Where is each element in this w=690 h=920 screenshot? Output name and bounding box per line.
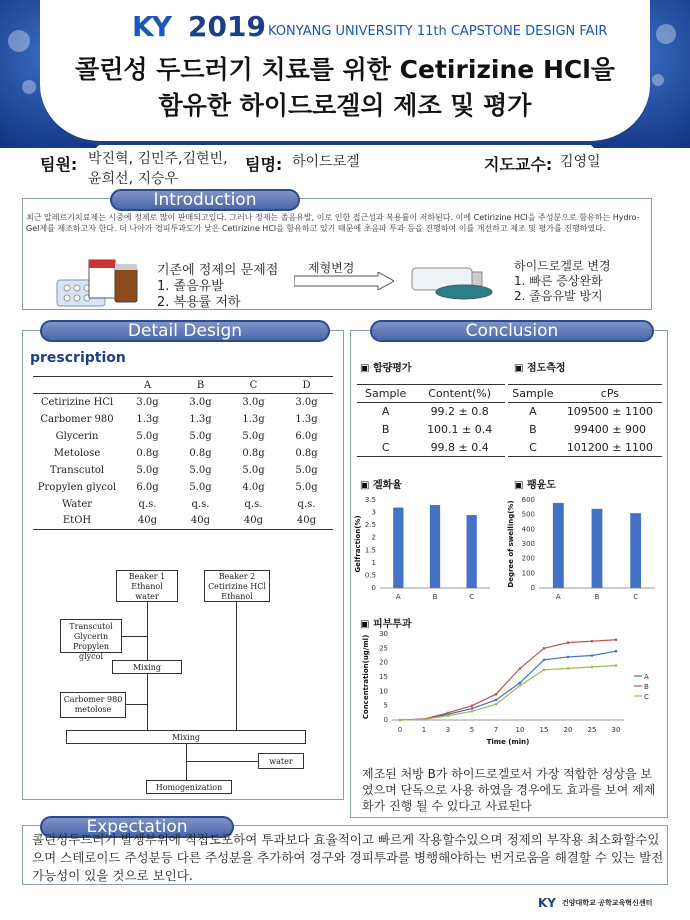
cell: 5.0g	[189, 430, 212, 442]
data-point	[543, 647, 546, 650]
problem-item-2: 2. 복용률 저하	[157, 295, 241, 310]
column-header: C	[227, 377, 280, 394]
x-tick-label: 25	[587, 726, 597, 734]
flow-text: metolose	[74, 705, 112, 714]
legend-label: B	[644, 683, 649, 691]
data-point	[519, 667, 522, 670]
data-point	[615, 650, 618, 653]
introduction-text: 최근 알레르기치료제는 시중에 정제로 많이 판매되고있다. 그러나 정제는 졸음유발, 이로 인한 접근성과 복용률이 저하된다. 이에 Cetirizine HCl을 주성분으로 함유하는 Hydro-Gel제를 제조하고자 한다. 더 나아가 경피투과도가 낮은 Cetirizine HCl을 함유하고 있기 때문에 초음파 투과 등을 진행하여 이를 개선하고 제조 및 평가를 진행하였다.	[26, 213, 640, 233]
y-tick-label: 25	[379, 644, 388, 653]
cell: 1.3g	[136, 413, 159, 425]
y-tick-label: 600	[521, 496, 535, 504]
table-row	[33, 479, 333, 496]
cell: Glycerin	[55, 430, 99, 442]
table-row	[33, 411, 333, 428]
cell: 6.0g	[295, 430, 318, 442]
cell: 5.0g	[242, 464, 265, 476]
cell: 4.0g	[242, 481, 265, 493]
y-axis-label: Degree of swelling(%)	[507, 500, 515, 588]
data-point	[615, 664, 618, 667]
y-axis-label: Concentration(ug/ml)	[362, 634, 370, 720]
flow-text: Transcutol	[69, 622, 113, 631]
x-tick-label: 10	[515, 726, 525, 734]
series-line-A	[400, 651, 616, 720]
flow-connector	[122, 636, 147, 637]
data-point	[567, 656, 570, 659]
footer-text: 건양대학교 공학교육혁신센터	[562, 899, 653, 907]
y-tick-label: 10	[379, 687, 388, 696]
table-row	[508, 403, 662, 421]
solution-item-2: 2. 졸음유발 방지	[514, 289, 603, 303]
water-box: water	[258, 753, 304, 769]
y-tick-label: 3.5	[364, 496, 376, 504]
series-line-C	[400, 666, 616, 720]
data-point	[423, 718, 426, 721]
cell: q.s.	[244, 498, 263, 510]
problem-item-1: 1. 졸음유발	[157, 279, 224, 294]
y-tick-label: 20	[379, 658, 388, 667]
table-row	[357, 421, 505, 439]
gelation-heading: ▣ 겔화율	[360, 480, 402, 491]
data-point	[495, 693, 498, 696]
conclusion-summary: 제조된 처방 B가 하이드로겔로서 가장 적합한 성상을 보였으며 단독으로 사용 하였을 경우에도 효과를 보여 제제화가 진행 될 수 있다고 사료된다	[362, 767, 656, 813]
viscosity-table	[508, 384, 662, 457]
viscosity-title: 점도측정	[526, 363, 566, 374]
data-point	[567, 667, 570, 670]
legend-label: C	[644, 693, 649, 701]
cell: 5.0g	[136, 464, 159, 476]
cell: 0.8g	[189, 447, 212, 459]
cell: 40g	[121, 513, 174, 530]
x-tick-label: 5	[469, 726, 475, 734]
permeation-line-chart	[358, 628, 658, 752]
x-tick-label: 0	[397, 726, 403, 734]
x-tick-label: 7	[493, 726, 499, 734]
x-tick-label: C	[633, 593, 639, 601]
column-header: Sample	[508, 385, 558, 403]
cell: 100.1 ± 0.4	[427, 423, 493, 436]
data-point	[543, 659, 546, 662]
advisor-label: 지도교수:	[484, 155, 553, 174]
cell: 1.3g	[242, 413, 265, 425]
cell: Cetirizine HCl	[40, 396, 114, 408]
team-name-label: 팀명:	[245, 155, 283, 174]
x-tick-label: 30	[611, 726, 621, 734]
prescription-subtitle: prescription	[30, 350, 126, 366]
additives1-box	[60, 619, 122, 661]
bar	[430, 505, 440, 588]
series-line-B	[400, 640, 616, 720]
content-heading: ▣ 함량평가	[360, 363, 412, 374]
introduction-title: Introduction	[110, 189, 300, 211]
cell: 99400 ± 900	[573, 423, 647, 436]
y-tick-label: 1	[371, 558, 376, 567]
content-title: 함량평가	[372, 363, 412, 374]
cell: 1.3g	[189, 413, 212, 425]
poster-title-line1: 콜린성 두드러기 치료를 위한 Cetirizine HCl을	[75, 55, 615, 84]
flow-connector	[147, 602, 148, 660]
table-row	[33, 428, 333, 445]
cell: Water	[61, 498, 93, 510]
cell: C	[508, 439, 558, 457]
flow-connector	[147, 674, 148, 730]
x-tick-label: B	[432, 593, 438, 601]
beaker2-box	[204, 570, 270, 602]
cell: 101200 ± 1100	[558, 439, 662, 457]
column-header: D	[280, 377, 333, 394]
mixing2-box: Mixing	[66, 730, 306, 744]
cell: 3.0g	[136, 396, 159, 408]
content-table	[357, 384, 505, 457]
cell: EtOH	[33, 513, 121, 530]
flow-text: Ethanol	[131, 582, 163, 591]
data-point	[591, 640, 594, 643]
y-axis-label: Gelfraction(%)	[354, 515, 362, 573]
y-tick-label: 400	[521, 525, 535, 534]
right-arrow-icon	[294, 272, 394, 290]
flow-connector	[186, 744, 187, 780]
cell: 5.0g	[295, 464, 318, 476]
expectation-title: Expectation	[40, 816, 234, 838]
cell: A	[381, 405, 390, 419]
data-point	[567, 641, 570, 644]
bubble-decoration	[656, 24, 676, 44]
table-header-row	[357, 385, 505, 403]
cell: q.s.	[297, 498, 316, 510]
y-tick-label: 2	[371, 533, 376, 542]
x-tick-label: 15	[539, 726, 549, 734]
cell: Carbomer 980	[40, 413, 114, 425]
year-label: 2019	[188, 10, 266, 43]
data-point	[591, 666, 594, 669]
homogenization-box: Homogenization	[146, 780, 232, 794]
x-tick-label: 20	[563, 726, 573, 734]
data-point	[447, 712, 450, 715]
solution-title: 하이드로겔로 변경	[514, 259, 611, 273]
gelation-title: 겔화율	[372, 480, 402, 491]
arrow-label: 제형변경	[308, 261, 355, 275]
cell: 40g	[280, 513, 333, 530]
data-point	[399, 719, 402, 722]
cell: 5.0g	[189, 481, 212, 493]
data-point	[471, 710, 474, 713]
y-tick-label: 100	[521, 569, 535, 578]
column-header: B	[174, 377, 227, 394]
table-row	[508, 421, 662, 439]
members-line1: 박진혁, 김민주,김현빈,	[88, 151, 228, 167]
data-point	[519, 681, 522, 684]
additives2-box	[60, 692, 126, 718]
cell: 99.8 ± 0.4	[414, 439, 505, 457]
x-tick-label: B	[594, 593, 600, 601]
cell: 109500 ± 1100	[566, 405, 654, 419]
table-row	[33, 462, 333, 479]
legend-label: A	[644, 673, 649, 681]
problem-title: 기존에 정제의 문제점	[157, 263, 279, 278]
flow-connector	[186, 761, 258, 762]
y-tick-label: 0.5	[364, 571, 376, 580]
table-row	[33, 513, 333, 530]
table-header-row	[33, 377, 333, 394]
table-row	[508, 439, 662, 457]
data-point	[519, 684, 522, 687]
bar	[467, 515, 477, 588]
column-header	[33, 377, 121, 394]
flow-text: Cetirizine HCl	[208, 582, 266, 591]
cell: 40g	[227, 513, 280, 530]
mixing1-box: Mixing	[112, 660, 182, 674]
column-header: A	[121, 377, 174, 394]
members-line2: 윤희선, 지승우	[88, 171, 179, 187]
y-tick-label: 500	[521, 510, 535, 519]
team-name: 하이드로겔	[292, 154, 360, 170]
data-point	[471, 707, 474, 710]
bar	[393, 508, 403, 588]
bubble-decoration	[8, 30, 30, 52]
cell: 3.0g	[295, 396, 318, 408]
flow-text: Beaker 1	[128, 572, 166, 581]
y-tick-label: 3	[371, 508, 376, 517]
x-tick-label: A	[395, 593, 401, 601]
cell: 5.0g	[295, 481, 318, 493]
y-tick-label: 5	[383, 701, 388, 710]
members-label: 팀원:	[40, 155, 78, 174]
cell: Transcutol	[49, 464, 105, 476]
flow-connector	[126, 704, 147, 705]
cell: 5.0g	[136, 430, 159, 442]
cell: C	[357, 439, 414, 457]
bar	[553, 503, 564, 588]
x-tick-label: 3	[445, 726, 451, 734]
y-tick-label: 30	[379, 630, 388, 638]
x-axis-label: Time (min)	[486, 738, 530, 746]
y-tick-label: 0	[371, 584, 376, 592]
cell: 5.0g	[189, 464, 212, 476]
cell: 1.3g	[295, 413, 318, 425]
flow-text: Glycerin	[73, 632, 109, 641]
gel-tube-image	[402, 262, 502, 302]
y-tick-label: 0	[530, 584, 535, 592]
flow-text: Propylen glycol	[72, 642, 110, 661]
flow-text: water	[135, 592, 159, 601]
data-point	[615, 638, 618, 641]
data-point	[543, 669, 546, 672]
table-row	[357, 439, 505, 457]
x-tick-label: A	[555, 593, 561, 601]
cell: B	[529, 423, 537, 436]
table-row	[33, 394, 333, 411]
flow-text: Carbomer 980	[63, 695, 123, 704]
cell: B	[381, 423, 390, 436]
table-row	[33, 496, 333, 513]
flow-text: Ethanol	[221, 592, 253, 601]
permeation-heading: ▣ 피부투과	[360, 619, 412, 630]
swelling-title: 팽윤도	[526, 480, 556, 491]
cell: 6.0g	[136, 481, 159, 493]
cell: 0.8g	[242, 447, 265, 459]
cell: A	[529, 405, 537, 419]
cell: 3.0g	[242, 396, 265, 408]
cell: 40g	[174, 513, 227, 530]
cell: 0.8g	[295, 447, 318, 459]
x-tick-label: 1	[421, 726, 427, 734]
cell: 5.0g	[242, 430, 265, 442]
beaker1-box	[116, 570, 178, 602]
viscosity-heading: ▣ 점도측정	[514, 363, 566, 374]
footer-logo: KY	[538, 896, 556, 910]
cell: Propylen glycol	[37, 481, 117, 493]
cell: q.s.	[138, 498, 157, 510]
column-header: Sample	[357, 385, 414, 403]
cell: q.s.	[191, 498, 210, 510]
ky-logo: KY	[132, 10, 170, 43]
swelling-bar-chart	[505, 490, 665, 608]
x-tick-label: C	[469, 593, 475, 601]
data-point	[591, 654, 594, 657]
bar	[592, 509, 603, 588]
data-point	[471, 704, 474, 707]
prescription-table	[33, 376, 333, 530]
gelation-bar-chart	[352, 490, 502, 608]
solution-item-1: 1. 빠른 증상완화	[514, 274, 603, 288]
table-header-row	[508, 385, 662, 403]
data-point	[495, 699, 498, 702]
y-tick-label: 1.5	[364, 546, 376, 555]
permeation-title: 피부투과	[372, 619, 412, 630]
fair-name: KONYANG UNIVERSITY 11th CAPSTONE DESIGN FAIR	[268, 24, 608, 39]
y-tick-label: 200	[521, 554, 535, 563]
cell: 3.0g	[189, 396, 212, 408]
advisor-name: 김영일	[560, 154, 601, 170]
column-header: cPs	[558, 385, 662, 403]
table-row	[357, 403, 505, 421]
cell: 99.2 ± 0.8	[430, 405, 489, 419]
y-tick-label: 0	[383, 716, 388, 724]
flow-connector	[236, 602, 237, 730]
data-point	[447, 714, 450, 717]
expectation-text: 콜린성두드러기 발생부위에 직접도포하여 투과보다 효율적이고 빠르게 작용할수있으며 정제의 부작용 최소화할수있으며 스테로이드 주성분등 다른 주성분을 추가하여 경구와 경피투과를 병행해야하는 번거로움을 해결할 수 있는 발전가능성이 있을 것으로 보인다.	[32, 832, 664, 883]
y-tick-label: 2.5	[364, 521, 376, 530]
bar	[630, 513, 641, 588]
column-header: Content(%)	[414, 385, 505, 403]
swelling-heading: ▣ 팽윤도	[514, 480, 556, 491]
cell: Metolose	[53, 447, 101, 459]
table-row	[33, 445, 333, 462]
data-point	[495, 703, 498, 706]
poster-header	[0, 0, 690, 148]
poster-title-line2: 함유한 하이드로겔의 제조 및 평가	[158, 91, 532, 120]
detail-design-title: Detail Design	[40, 320, 330, 342]
y-tick-label: 300	[521, 540, 535, 548]
tablet-medicine-image	[55, 254, 145, 312]
conclusion-title: Conclusion	[370, 320, 654, 342]
flow-text: Beaker 2	[218, 572, 256, 581]
y-tick-label: 15	[379, 673, 388, 681]
cell: 0.8g	[136, 447, 159, 459]
